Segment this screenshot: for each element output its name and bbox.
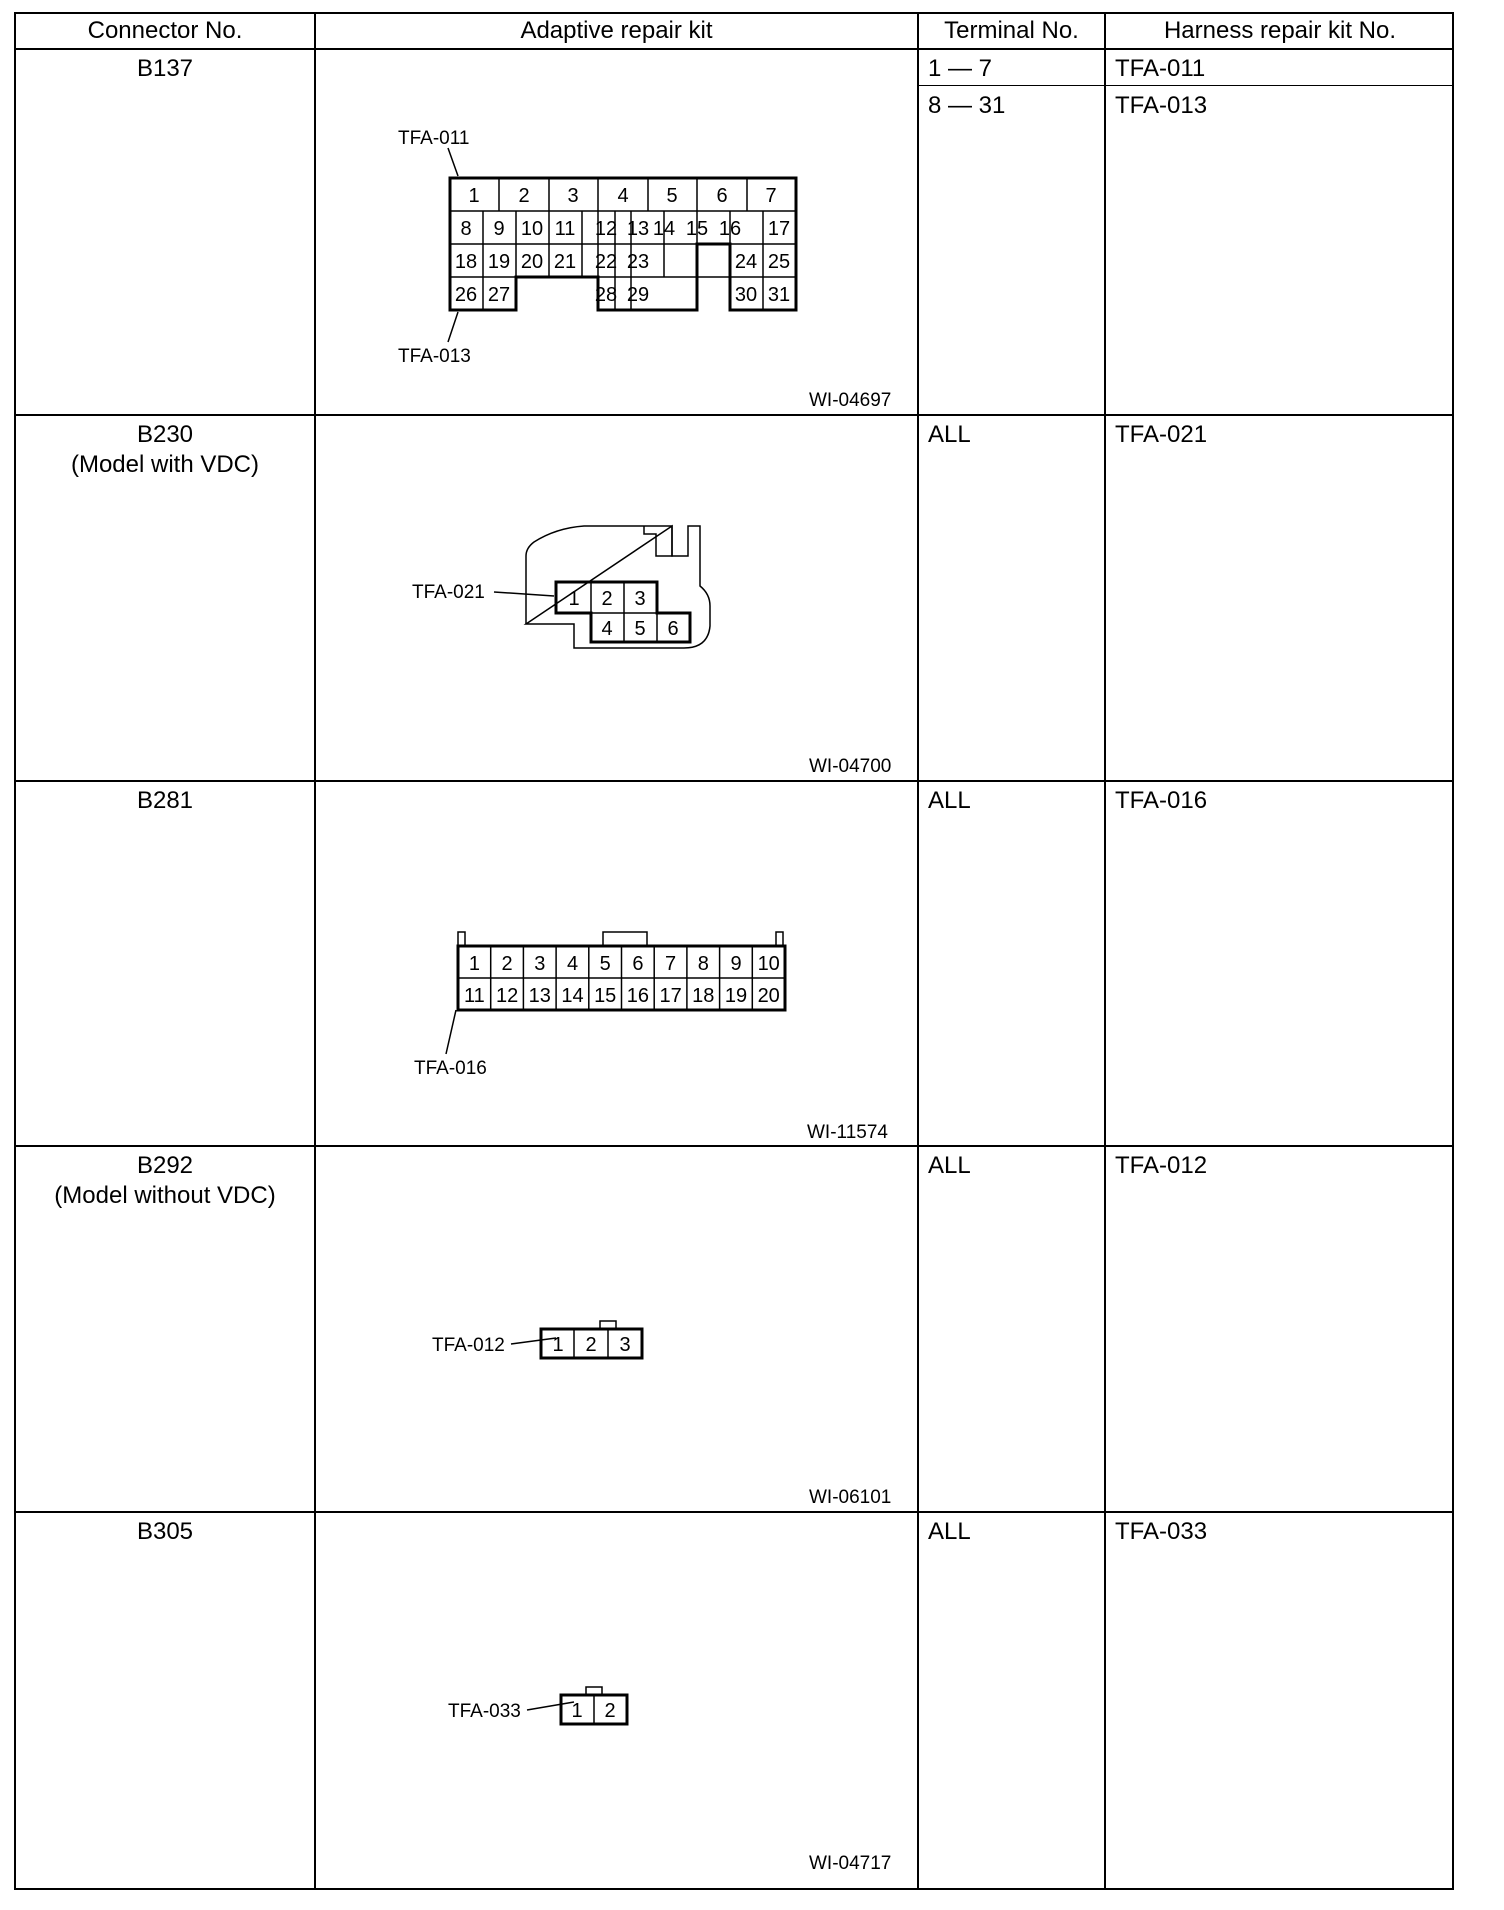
pin-label: 2 — [585, 1334, 597, 1356]
terminal-no: 8 — 31 — [928, 92, 1006, 119]
pin-label: 12 — [495, 985, 519, 1007]
header-harness-repair-kit-no: Harness repair kit No. — [1163, 17, 1397, 44]
pin-label: 21 — [553, 251, 577, 273]
pin-label: 1 — [468, 953, 480, 975]
pin-label: 6 — [716, 185, 728, 207]
pin-label: 6 — [667, 618, 679, 640]
connector-no: B292 — [136, 1152, 194, 1179]
connector-no: B137 — [136, 55, 194, 82]
pin-label: 1 — [571, 1700, 583, 1722]
pin-label: 25 — [767, 251, 791, 273]
pin-label: 7 — [765, 185, 777, 207]
harness-kit-no: TFA-011 — [1115, 55, 1206, 82]
pin-label: 5 — [599, 953, 611, 975]
pin-label: 9 — [730, 953, 742, 975]
connector-diagram-b230 — [316, 416, 916, 780]
connector-diagram-b281 — [316, 782, 916, 1146]
pin-label: 4 — [617, 185, 629, 207]
pin-label: 4 — [566, 953, 579, 975]
pin-label: 16 — [718, 218, 742, 240]
harness-kit-no: TFA-012 — [1115, 1152, 1208, 1179]
pin-label: 29 — [626, 284, 650, 306]
connector-no: B281 — [136, 787, 194, 814]
connector-subtitle: (Model with VDC) — [70, 451, 260, 478]
pin-label: 28 — [594, 284, 618, 306]
harness-kit-no: TFA-033 — [1115, 1518, 1208, 1545]
pin-label: 16 — [626, 985, 650, 1007]
pin-label: 2 — [601, 588, 613, 610]
pin-label: 20 — [757, 985, 780, 1007]
pin-label: 2 — [518, 185, 530, 207]
pin-label: 2 — [604, 1700, 616, 1722]
pin-label: 3 — [619, 1334, 631, 1356]
pin-label: 15 — [685, 218, 709, 240]
column-divider — [1104, 14, 1106, 1888]
kit-callout-label: TFA-012 — [432, 1335, 505, 1356]
pin-label: 11 — [554, 218, 576, 240]
pin-label: 19 — [487, 251, 511, 273]
pin-label: 10 — [757, 953, 780, 975]
pin-label: 3 — [634, 588, 646, 610]
diagram-code: WI-04697 — [809, 390, 892, 411]
pin-label: 11 — [464, 985, 485, 1007]
pin-label: 27 — [487, 284, 511, 306]
terminal-no: ALL — [928, 1152, 971, 1179]
pin-label: 20 — [520, 251, 544, 273]
pin-label: 5 — [666, 185, 678, 207]
pin-label: 2 — [501, 953, 513, 975]
pin-label: 9 — [493, 218, 505, 240]
pin-label: 23 — [626, 251, 650, 273]
connector-no: B305 — [136, 1518, 194, 1545]
pin-label: 17 — [659, 985, 682, 1007]
kit-callout-label: TFA-016 — [414, 1058, 487, 1079]
pin-label: 14 — [652, 218, 676, 240]
pin-label: 13 — [626, 218, 650, 240]
connector-no: B230 — [136, 421, 194, 448]
connector-subtitle: (Model without VDC) — [54, 1182, 276, 1209]
kit-callout-label: TFA-021 — [412, 582, 485, 603]
pin-label: 15 — [594, 985, 617, 1007]
pin-label: 1 — [552, 1334, 564, 1356]
diagram-code: WI-04717 — [809, 1853, 892, 1874]
pin-label: 19 — [724, 985, 748, 1007]
pin-label: 7 — [665, 953, 677, 975]
header-adaptive-repair-kit: Adaptive repair kit — [520, 17, 713, 44]
terminal-no: ALL — [928, 1518, 971, 1545]
header-terminal-no: Terminal No. — [944, 17, 1079, 44]
pin-label: 3 — [534, 953, 546, 975]
kit-callout-label: TFA-013 — [398, 346, 471, 367]
kit-callout-label: TFA-033 — [448, 1701, 521, 1722]
column-divider — [917, 14, 919, 1888]
harness-kit-no: TFA-016 — [1115, 787, 1208, 814]
pin-label: 1 — [468, 185, 480, 207]
kit-callout-label: TFA-011 — [398, 128, 470, 149]
pin-label: 22 — [594, 251, 618, 273]
pin-label: 4 — [601, 618, 613, 640]
pin-label: 18 — [454, 251, 478, 273]
connector-diagram-b292 — [316, 1147, 916, 1511]
connector-diagram-b137 — [316, 50, 916, 414]
harness-kit-no: TFA-021 — [1115, 421, 1208, 448]
terminal-no: ALL — [928, 421, 971, 448]
connector-diagram-b305 — [316, 1513, 916, 1877]
pin-label: 3 — [567, 185, 579, 207]
pin-label: 26 — [454, 284, 478, 306]
pin-label: 17 — [767, 218, 791, 240]
pin-label: 24 — [734, 251, 758, 273]
pin-label: 31 — [767, 284, 791, 306]
repair-kit-table — [14, 12, 1454, 1890]
pin-label: 13 — [528, 985, 551, 1007]
pin-label: 10 — [520, 218, 544, 240]
header-connector-no: Connector No. — [87, 17, 243, 44]
row-divider — [917, 85, 1452, 86]
diagram-code: WI-11574 — [807, 1122, 888, 1143]
terminal-no: 1 — 7 — [928, 55, 993, 82]
pin-label: 14 — [561, 985, 584, 1007]
pin-label: 30 — [734, 284, 758, 306]
pin-label: 6 — [632, 953, 644, 975]
pin-label: 12 — [594, 218, 618, 240]
harness-kit-no: TFA-013 — [1115, 92, 1208, 119]
pin-label: 5 — [634, 618, 646, 640]
terminal-no: ALL — [928, 787, 971, 814]
pin-label: 18 — [692, 985, 715, 1007]
pin-label: 8 — [460, 218, 472, 240]
pin-label: 8 — [697, 953, 709, 975]
pin-label: 1 — [568, 588, 580, 610]
diagram-code: WI-06101 — [809, 1487, 892, 1508]
diagram-code: WI-04700 — [809, 756, 892, 777]
